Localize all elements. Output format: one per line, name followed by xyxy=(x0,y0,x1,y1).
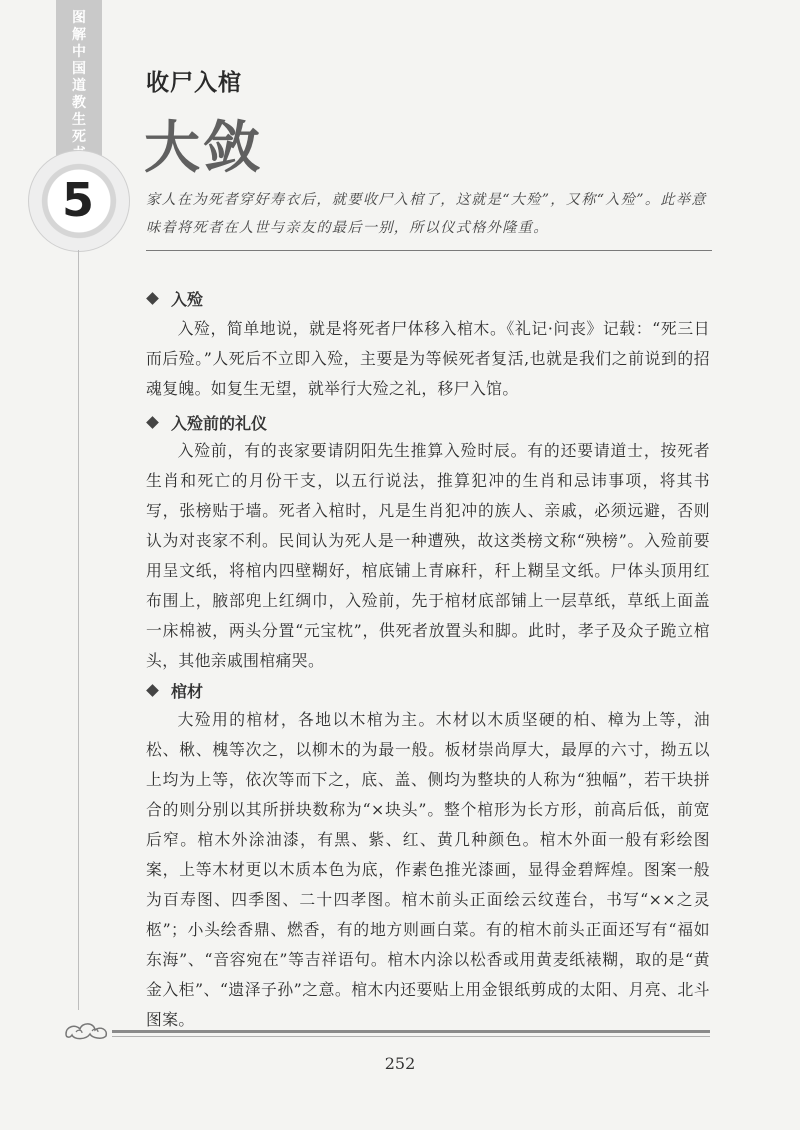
section-body: 入殓，简单地说，就是将死者尸体移入棺木。《礼记·问丧》记载：“死三日而后殓。”人死后不立即入殓，主要是为等候死者复活,也就是我们之前说到的招魂复魄。如复生无望，就举行大殓之礼，移尸入馆。 xyxy=(146,319,710,398)
diamond-bullet-icon xyxy=(146,416,159,429)
book-title-char: 死 xyxy=(72,129,86,145)
page-number: 252 xyxy=(384,1054,416,1073)
sidebar-divider xyxy=(78,250,79,1010)
book-title-char: 生 xyxy=(72,112,86,128)
diamond-bullet-icon xyxy=(146,684,159,697)
section-heading-rulian xyxy=(146,287,203,310)
page-title: 大敛 xyxy=(144,115,264,181)
book-title-char: 中 xyxy=(72,44,86,60)
cloud-ornament-icon xyxy=(62,1016,112,1044)
page-subtitle: 收尸入棺 xyxy=(146,70,242,96)
book-title-char: 解 xyxy=(72,27,86,43)
section-heading-label: 棺材 xyxy=(171,682,204,701)
book-title-char: 道 xyxy=(72,78,86,94)
footer-rule xyxy=(112,1030,710,1033)
footer-rule-thin xyxy=(112,1036,710,1037)
book-title-char: 图 xyxy=(72,10,86,26)
section-heading-rituals xyxy=(146,411,267,434)
section-body: 大殓用的棺材，各地以木棺为主。木材以木质坚硬的柏、樟为上等，油松、楸、槐等次之，以柳木的为最一般。板材崇尚厚大，最厚的六寸，拗五以上均为上等，依次等而下之，底、盖、侧均为整块的人称为“独幅”，若干块拼合的则分别以其所拼块数称为“×块头”。整个棺形为长方形，前高后低，前宽后窄。棺木外涂油漆，有黑、紫、红、黄几种颜色。棺木外面一般有彩绘图案，上等木材更以木质本色为底，作素色推光漆画，显得金碧辉煌。图案一般为百寿图、四季图、二十四孝图。棺木前头正面绘云纹莲台，书写“××之灵柩”；小头绘香鼎、燃香，有的地方则画白菜。有的棺木前头正面还写有“福如东海”、“音容宛在”等吉祥语句。棺木内涂以松香或用黄麦纸裱糊，取的是“黄金入柜”、“遗泽子孙”之意。棺木内还要贴上用金银纸剪成的太阳、月亮、北斗图案。 xyxy=(146,710,710,1029)
diamond-bullet-icon xyxy=(146,292,159,305)
section-heading-coffin xyxy=(146,679,203,702)
book-title-vertical xyxy=(56,10,102,163)
section-heading-label: 入殓 xyxy=(171,290,204,309)
intro-divider xyxy=(146,250,712,251)
chapter-number: 5 xyxy=(61,173,94,227)
section-body: 入殓前，有的丧家要请阴阳先生推算入殓时辰。有的还要请道士，按死者生肖和死亡的月份干支，以五行说法，推算犯冲的生肖和忌讳事项，将其书写，张榜贴于墙。死者入棺时，凡是生肖犯冲的族人、亲戚，必须远避，否则认为对丧家不利。民间认为死人是一种遭殃，故这类榜文称“殃榜”。入殓前要用呈文纸，将棺内四壁糊好，棺底铺上青麻秆，秆上糊呈文纸。尸体头顶用红布围上，腋部兜上红绸巾，入殓前，先于棺材底部铺上一层草纸，草纸上面盖一床棉被，两头分置“元宝枕”，供死者放置头和脚。此时，孝子及众子跪立棺头，其他亲戚围棺痛哭。 xyxy=(146,441,710,670)
intro-paragraph: 家人在为死者穿好寿衣后，就要收尸入棺了，这就是“大殓”，又称“入殓”。此举意味着将死者在人世与亲友的最后一别，所以仪式格外隆重。 xyxy=(146,192,707,236)
book-title-char: 教 xyxy=(72,95,86,111)
section-heading-label: 入殓前的礼仪 xyxy=(171,414,268,433)
book-title-char: 国 xyxy=(72,61,86,77)
